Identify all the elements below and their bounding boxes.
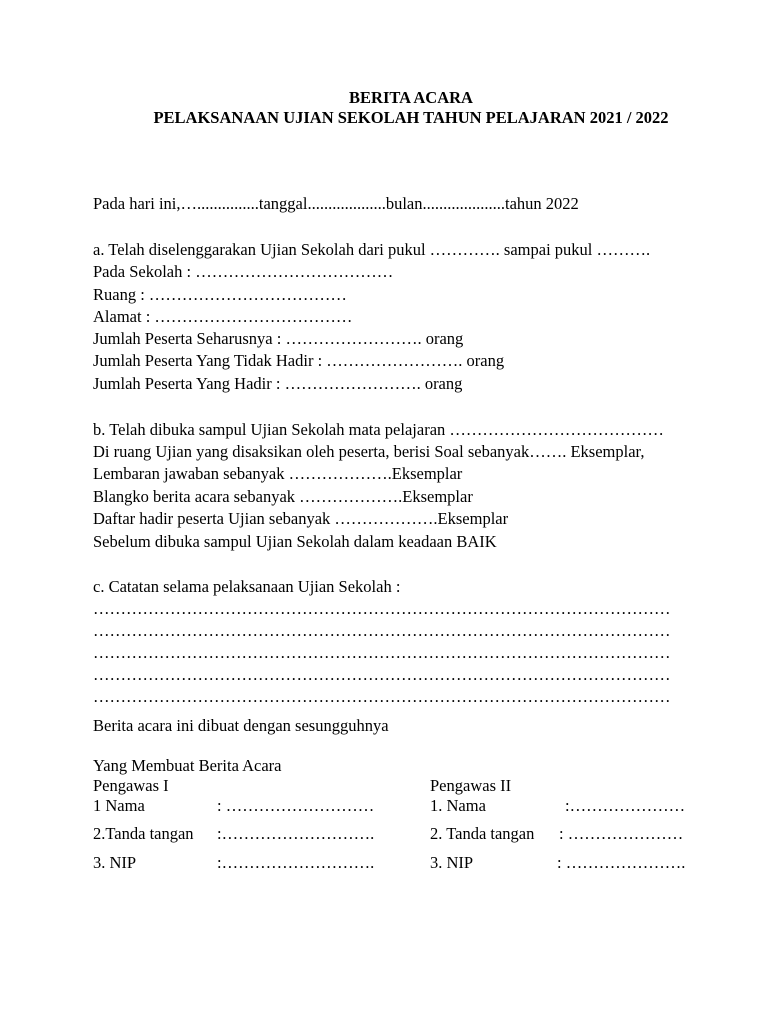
p1-nama-value: : ………………………	[217, 796, 375, 815]
p1-nip-value: :……………………….	[217, 853, 375, 872]
p2-nama-value: :…………………	[565, 796, 686, 815]
pengawas-1-label: Pengawas I	[93, 776, 169, 795]
pengawas-2-label: Pengawas II	[430, 776, 512, 795]
intro-line: Pada hari ini,…...............tanggal...................bulan....................tahun 2022	[93, 194, 579, 213]
section-c-line: c. Catatan selama pelaksanaan Ujian Sekolah :	[93, 577, 401, 596]
section-a-line: a. Telah diselenggarakan Ujian Sekolah dari pukul …………. sampai pukul ……….	[93, 240, 651, 259]
peserta-seharusnya-field: Jumlah Peserta Seharusnya : ……………………. orang	[93, 329, 464, 348]
soal-field: Di ruang Ujian yang disaksikan oleh peserta, berisi Soal sebanyak……. Eksemplar,	[93, 442, 645, 461]
catatan-dotline: ……………………………………………………………………………………………	[93, 621, 671, 640]
p1-nama-label: 1 Nama	[93, 796, 145, 815]
closing-line: Berita acara ini dibuat dengan sesungguhnya	[93, 716, 389, 735]
p2-tanda-tangan-label: 2. Tanda tangan	[430, 824, 535, 843]
alamat-field: Alamat : ………………………………	[93, 307, 353, 326]
peserta-tidak-hadir-field: Jumlah Peserta Yang Tidak Hadir : ……………………. orang	[93, 351, 505, 370]
catatan-dotline: ……………………………………………………………………………………………	[93, 687, 671, 706]
document-subtitle: PELAKSANAAN UJIAN SEKOLAH TAHUN PELAJARAN 2021 / 2022	[153, 108, 669, 127]
signature-heading: Yang Membuat Berita Acara	[93, 756, 282, 775]
p1-nip-label: 3. NIP	[93, 853, 137, 872]
document-title: BERITA ACARA	[349, 88, 473, 107]
catatan-dotline: ……………………………………………………………………………………………	[93, 665, 671, 684]
p1-tanda-tangan-label: 2.Tanda tangan	[93, 824, 194, 843]
p2-nip-value: : ………………….	[557, 853, 686, 872]
catatan-dotline: ……………………………………………………………………………………………	[93, 643, 671, 662]
blangko-field: Blangko berita acara sebanyak ……………….Eksemplar	[93, 487, 473, 506]
daftar-hadir-field: Daftar hadir peserta Ujian sebanyak ……………….Eksemplar	[93, 509, 509, 528]
p1-tanda-tangan-value: :……………………….	[217, 824, 375, 843]
p2-nama-label: 1. Nama	[430, 796, 486, 815]
ruang-field: Ruang : ………………………………	[93, 285, 347, 304]
lembaran-field: Lembaran jawaban sebanyak ……………….Eksemplar	[93, 464, 463, 483]
peserta-hadir-field: Jumlah Peserta Yang Hadir : ……………………. orang	[93, 374, 463, 393]
sekolah-field: Pada Sekolah : ………………………………	[93, 262, 394, 281]
catatan-dotline: ……………………………………………………………………………………………	[93, 599, 671, 618]
section-b-line: b. Telah dibuka sampul Ujian Sekolah mata pelajaran …………………………………	[93, 420, 664, 439]
p2-nip-label: 3. NIP	[430, 853, 474, 872]
p2-tanda-tangan-value: : …………………	[559, 824, 684, 843]
kondisi-sampul-line: Sebelum dibuka sampul Ujian Sekolah dalam keadaan BAIK	[93, 532, 497, 551]
